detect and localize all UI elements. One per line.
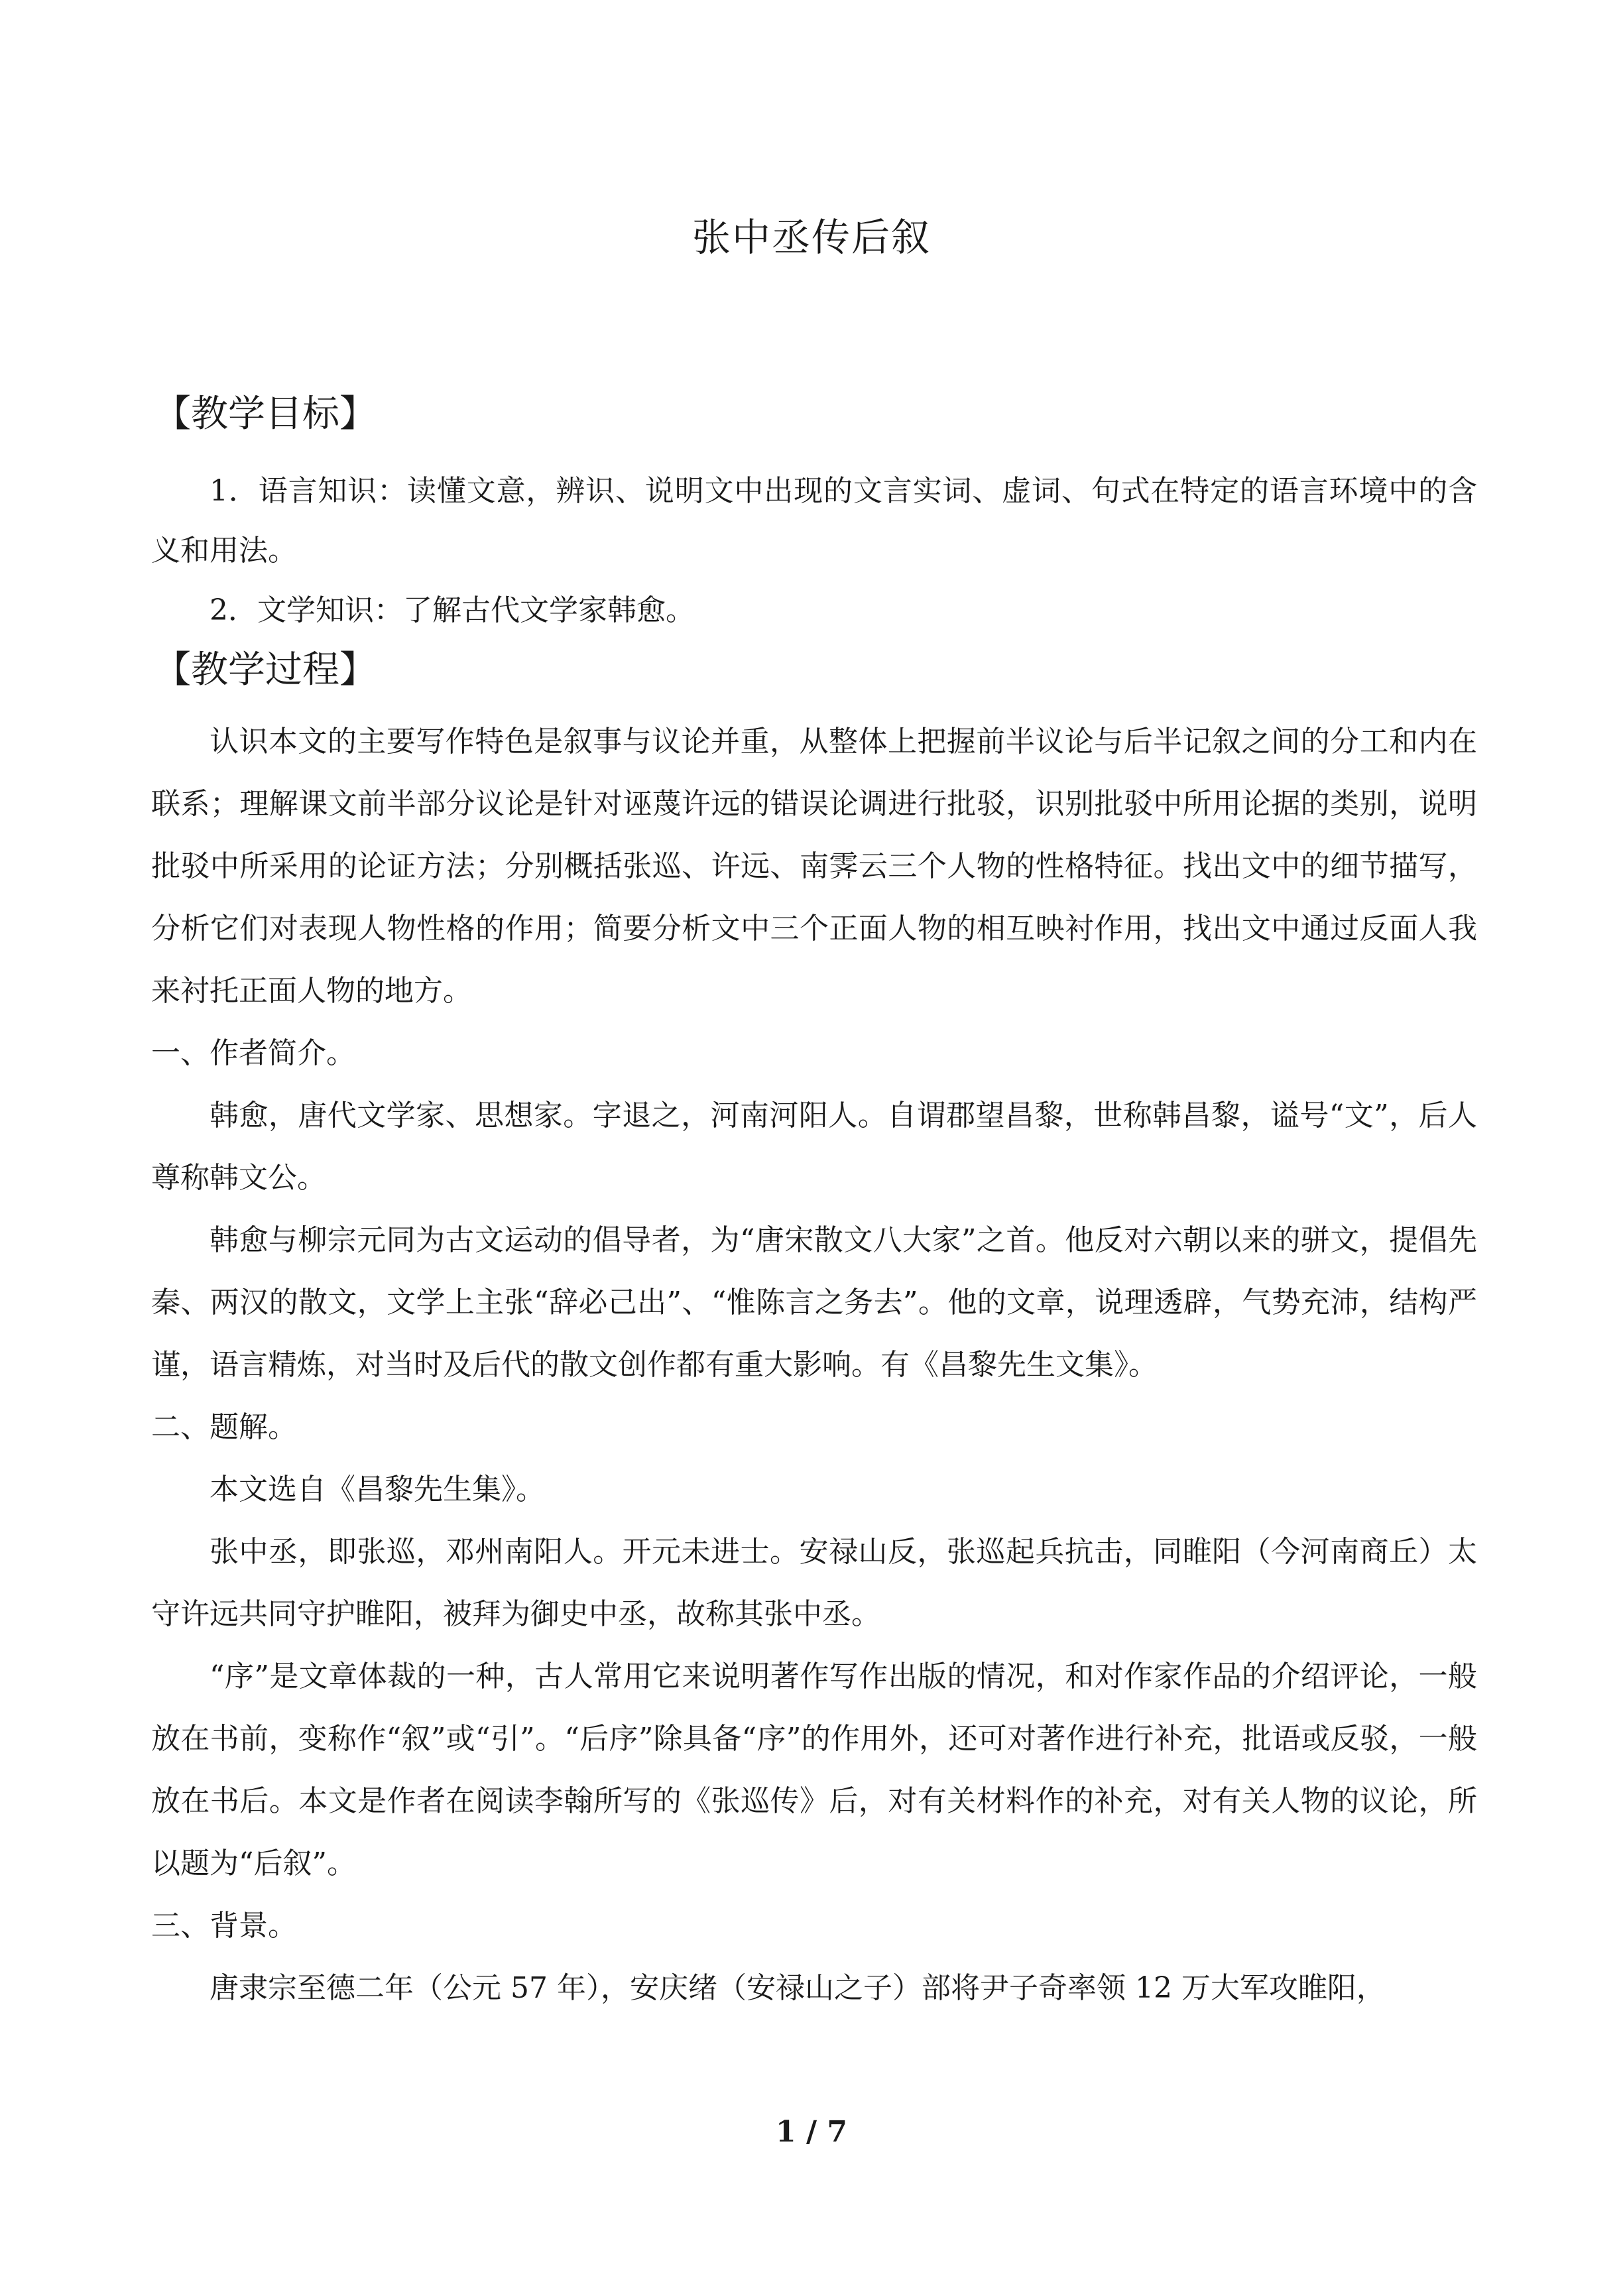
title-explanation-paragraph-2: 张中丞，即张巡，邓州南阳人。开元未进士。安禄山反，张巡起兵抗击，同睢阳（今河南商丘）太守许远共同守护睢阳，被拜为御史中丞，故称其张中丞。 (151, 1535, 1477, 1631)
title-explanation-heading: 二、题解。 (151, 1410, 297, 1444)
background-paragraph-1: 唐隶宗至德二年（公元 57 年），安庆绪（安禄山之子）部将尹子奇率领 12 万大军攻睢阳， (210, 1971, 1386, 2005)
author-paragraph-1: 韩愈，唐代文学家、思想家。字退之，河南河阳人。自谓郡望昌黎，世称韩昌黎，谥号“文”，后人尊称韩文公。 (151, 1099, 1477, 1195)
process-intro-paragraph: 认识本文的主要写作特色是叙事与议论并重，从整体上把握前半议论与后半记叙之间的分工和内在联系；理解课文前半部分议论是针对诬蔑许远的错误论调进行批驳，识别批驳中所用论据的类别，说明批驳中所采用的论证方法；分别概括张巡、许远、南霁云三个人物的性格特征。找出文中的细节描写，分析它们对表现人物性格的作用；简要分析文中三个正面人物的相互映衬作用，找出文中通过反面人我来衬托正面人物的地方。 (151, 725, 1477, 1008)
author-heading: 一、作者简介。 (151, 1036, 355, 1070)
document-body (151, 385, 1477, 2020)
background-heading: 三、背景。 (151, 1909, 297, 1943)
goal-item-1: 1．语言知识：读懂文意，辨识、说明文中出现的文言实词、虚词、句式在特定的语言环境中的含义和用法。 (151, 474, 1477, 568)
goal-item-2: 2．文学知识：了解古代文学家韩愈。 (210, 593, 695, 627)
section-heading-goals: 【教学目标】 (154, 393, 377, 436)
author-paragraph-2: 韩愈与柳宗元同为古文运动的倡导者，为“唐宋散文八大家”之首。他反对六朝以来的骈文，提倡先秦、两汉的散文，文学上主张“辞必己出”、“惟陈言之务去”。他的文章，说理透辟，气势充沛，结构严谨，语言精炼，对当时及后代的散文创作都有重大影响。有《昌黎先生文集》。 (151, 1223, 1478, 1382)
document-title: 张中丞传后叙 (691, 215, 931, 260)
title-explanation-paragraph-3: “序”是文章体裁的一种，古人常用它来说明著作写作出版的情况，和对作家作品的介绍评论，一般放在书前，变称作“叙”或“引”。“后序”除具备“序”的作用外，还可对著作进行补充，批语或反驳，一般放在书后。本文是作者在阅读李翰所写的《张巡传》后，对有关材料作的补充，对有关人物的议论，所以题为“后叙”。 (151, 1660, 1477, 1880)
title-explanation-paragraph-1: 本文选自《昌黎先生集》。 (210, 1473, 545, 1506)
page-number: 1 / 7 (776, 2115, 847, 2149)
section-heading-process: 【教学过程】 (154, 648, 377, 692)
